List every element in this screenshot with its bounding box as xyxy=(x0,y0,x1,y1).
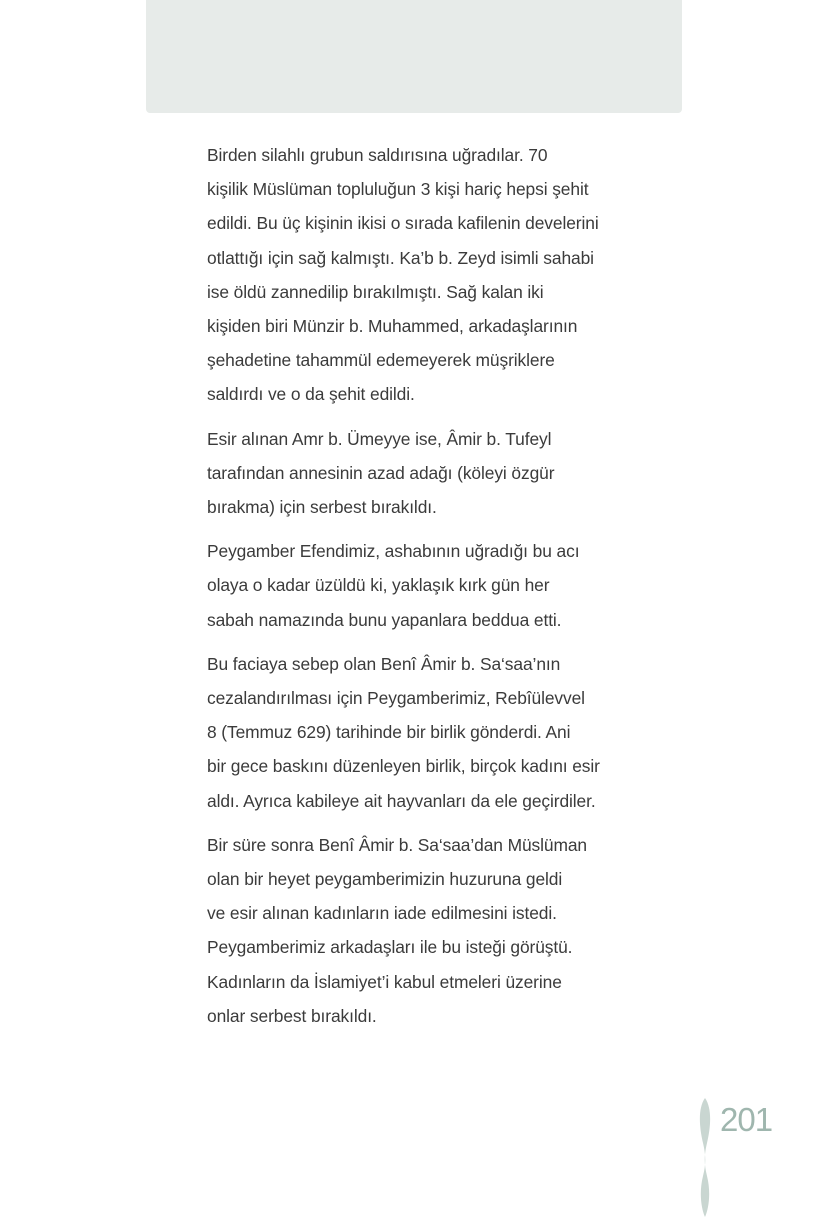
text-line: aldı. Ayrıca kabileye ait hayvanları da ele geçirdiler. xyxy=(207,790,596,811)
text-line: kişilik Müslüman topluluğun 3 kişi hariç hepsi şehit xyxy=(207,179,589,200)
paragraph-3 xyxy=(207,534,637,637)
page-number: 201 xyxy=(720,1101,773,1138)
text-line: Peygamber Efendimiz, ashabının uğradığı bu acı xyxy=(207,541,580,562)
text-line: olan bir heyet peygamberimizin huzuruna geldi xyxy=(207,869,563,890)
text-line: Bu faciaya sebep olan Benî Âmir b. Sa‘saa’nın xyxy=(207,653,561,674)
body-text xyxy=(207,138,637,1043)
text-line: saldırdı ve o da şehit edildi. xyxy=(207,384,415,405)
text-line: Bir süre sonra Benî Âmir b. Sa‘saa’dan Müslüman xyxy=(207,834,588,855)
text-line: ve esir alınan kadınların iade edilmesini istedi. xyxy=(207,903,557,924)
paragraph-4 xyxy=(207,647,637,818)
paragraph-2 xyxy=(207,422,637,525)
text-line: cezalandırılması için Peygamberimiz, Rebîülevvel xyxy=(207,688,585,709)
text-line: onlar serbest bırakıldı. xyxy=(207,1005,377,1026)
text-line: kişiden biri Münzir b. Muhammed, arkadaşlarının xyxy=(207,316,578,337)
text-line: 8 (Temmuz 629) tarihinde bir birlik gönderdi. Ani xyxy=(207,722,571,743)
header-banner xyxy=(146,0,682,113)
page-ornament-icon xyxy=(692,1098,718,1217)
text-line: Esir alınan Amr b. Ümeyye ise, Âmir b. Tufeyl xyxy=(207,428,552,449)
text-line: şehadetine tahammül edemeyerek müşriklere xyxy=(207,350,555,371)
text-line: otlattığı için sağ kalmıştı. Ka’b b. Zeyd isimli sahabi xyxy=(207,247,594,268)
paragraph-1 xyxy=(207,138,637,412)
text-line: olaya o kadar üzüldü ki, yaklaşık kırk gün her xyxy=(207,575,550,596)
text-line: Peygamberimiz arkadaşları ile bu isteği görüştü. xyxy=(207,937,573,958)
text-line: Kadınların da İslamiyet’i kabul etmeleri üzerine xyxy=(207,971,562,992)
text-line: edildi. Bu üç kişinin ikisi o sırada kafilenin develerini xyxy=(207,213,599,234)
text-line: sabah namazında bunu yapanlara beddua etti. xyxy=(207,609,562,630)
text-line: Birden silahlı grubun saldırısına uğradılar. 70 xyxy=(207,145,548,165)
text-line: tarafından annesinin azad adağı (köleyi özgür xyxy=(207,462,555,483)
paragraph-5 xyxy=(207,828,637,1033)
text-line: bırakma) için serbest bırakıldı. xyxy=(207,497,437,518)
text-line: bir gece baskını düzenleyen birlik, birçok kadını esir xyxy=(207,756,600,777)
text-line: ise öldü zannedilip bırakılmıştı. Sağ kalan iki xyxy=(207,281,544,302)
